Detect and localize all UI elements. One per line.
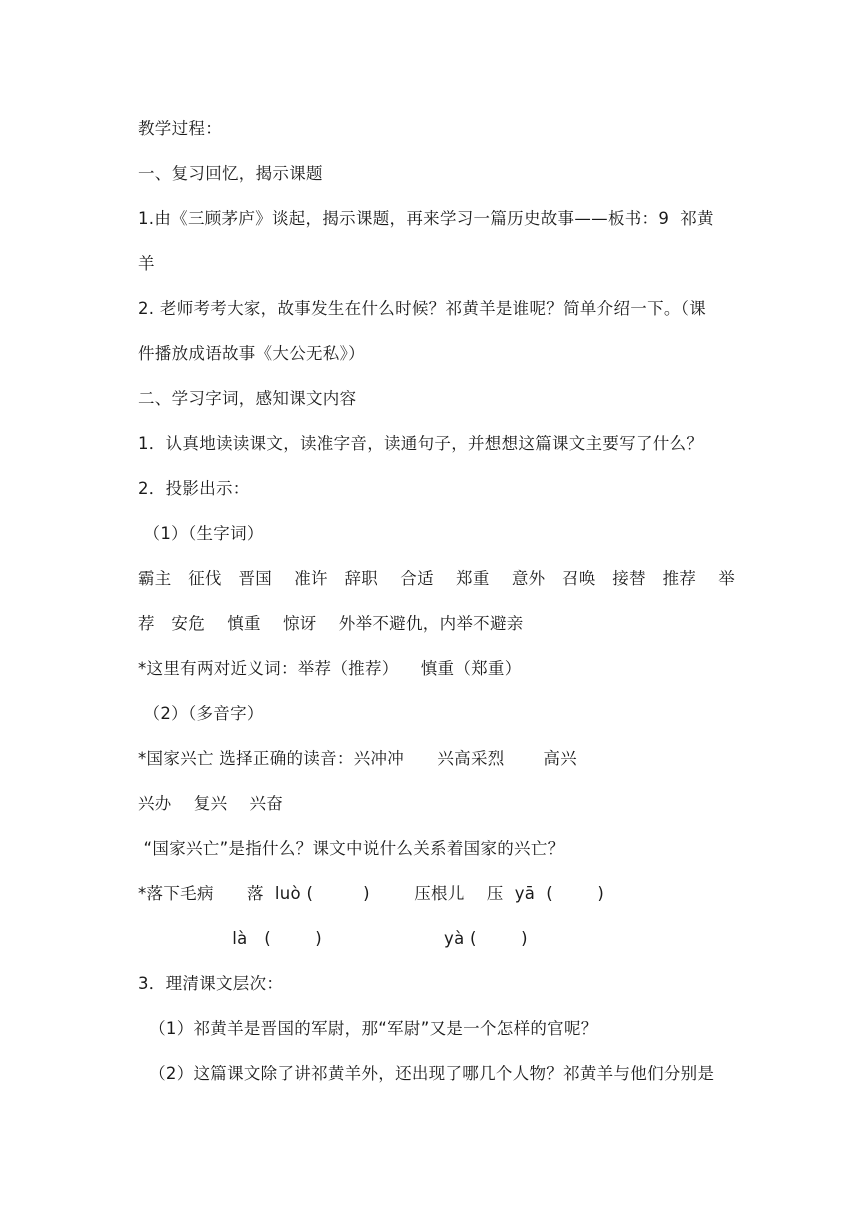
text-line-section-one-heading: 一、复习回忆，揭示课题 <box>138 164 323 183</box>
text-line-new-words-heading: （1）（生字词） <box>138 524 264 543</box>
text-line-polyphone-xing-cont: 兴办 复兴 兴奋 <box>138 794 284 813</box>
text-line-synonyms: *这里有两对近义词：举荐（推荐） 慎重（郑重） <box>138 659 522 678</box>
text-line-question-2: （2）这篇课文除了讲祁黄羊外，还出现了哪几个人物？祁黄羊与他们分别是 <box>138 1064 715 1083</box>
text-line-word-list-cont: 荐 安危 慎重 惊讶 外举不避仇，内举不避亲 <box>138 614 524 633</box>
text-line-item-2: 2. 老师考考大家，故事发生在什么时候？祁黄羊是谁呢？简单介绍一下。（课 <box>138 299 707 318</box>
text-line-question-guojia: “国家兴亡”是指什么？课文中说什么关系着国家的兴亡？ <box>138 839 565 858</box>
text-line-section-two-heading: 二、学习字词，感知课文内容 <box>138 389 357 408</box>
text-line-step-1: 1．认真地读读课文，读准字音，读通句子，并想想这篇课文主要写了什么？ <box>138 434 704 453</box>
text-line-word-list: 霸主 征伐 晋国 准许 辞职 合适 郑重 意外 召唤 接替 推荐 举 <box>138 569 736 588</box>
text-line-item-1-cont: 羊 <box>138 254 155 273</box>
text-line-polyphone-heading: （2）（多音字） <box>138 704 264 723</box>
text-line-item-2-cont: 件播放成语故事《大公无私》） <box>138 344 365 363</box>
text-line-polyphone-luo-ya: *落下毛病 落 luò ( ) 压根儿 压 yā ( ) <box>138 884 605 903</box>
text-line-polyphone-la-ya: là ( ) yà ( ) <box>138 929 528 948</box>
text-line-step-3: 3．理清课文层次： <box>138 974 284 993</box>
text-line-item-1: 1.由《三顾茅庐》谈起，揭示课题，再来学习一篇历史故事——板书：9 祁黄 <box>138 209 714 228</box>
text-line-question-1: （1）祁黄羊是晋国的军尉，那“军尉”又是一个怎样的官呢？ <box>138 1019 598 1038</box>
text-line-polyphone-xing: *国家兴亡 选择正确的读音：兴冲冲 兴高采烈 高兴 <box>138 749 577 768</box>
text-line-teaching-process: 教学过程： <box>138 119 222 138</box>
text-line-step-2: 2．投影出示： <box>138 479 250 498</box>
